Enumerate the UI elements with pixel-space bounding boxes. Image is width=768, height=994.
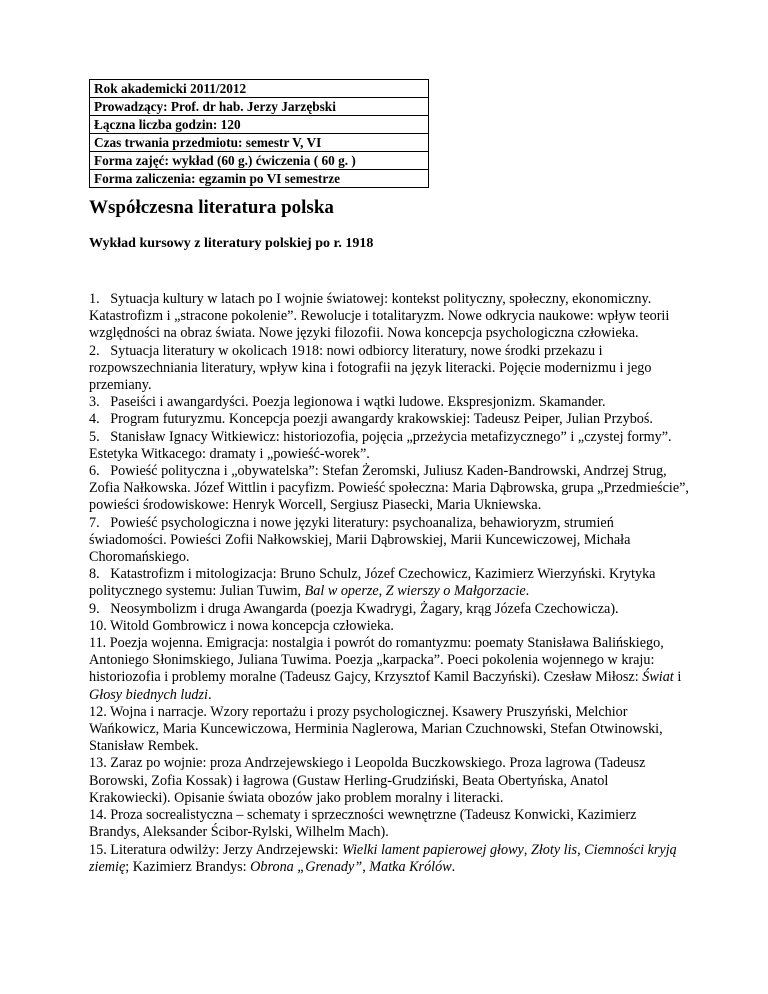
item-text: Neosymbolizm i druga Awangarda (poezja Kwadrygi, Żagary, krąg Józefa Czechowicza). (110, 600, 619, 617)
info-total-hours: Łączna liczba godzin: 120 (90, 116, 429, 134)
list-item (89, 704, 689, 756)
item-number: 2. (89, 342, 100, 359)
work-title: Świat (642, 669, 674, 686)
item-text: Stanisław Ignacy Witkiewicz: historiozofia, pojęcia „przeżycia metafizycznego” i „czystej formy”. Estetyka Witkacego: dramaty i „powieść-worek”. (89, 428, 672, 462)
item-text: Program futuryzmu. Koncepcja poezji awangardy krakowskiej: Tadeusz Peiper, Julian Przyboś. (110, 411, 653, 428)
item-text: Wojna i narracje. Wzory reportażu i prozy psychologicznej. Ksawery Pruszyński, Melchior Wańkowicz, Maria Kuncewiczowa, Herminia Naglerowa, Marian Czuchnowski, Stefan Otwinowski, Stanisław Rembek. (89, 703, 663, 755)
info-row (90, 80, 429, 98)
item-text: Sytuacja kultury w latach po I wojnie światowej: kontekst polityczny, społeczny, ekonomiczny. Katastrofizm i „stracone pokolenie”. Rewolucje i totalitaryzm. Nowe odkrycia naukowe: wpływ teorii względności na obraz świata. Nowe języki filozofii. Nowa koncepcja psychologiczna człowieka. (89, 291, 670, 342)
list-item (89, 394, 689, 411)
item-number: 9. (89, 600, 100, 617)
info-assessment: Forma zaliczenia: egzamin po VI semestrze (90, 170, 429, 188)
work-title: Matka Królów (369, 858, 452, 875)
info-academic-year: Rok akademicki 2011/2012 (90, 80, 429, 98)
list-item: 15. Literatura odwilży: Jerzy Andrzejewski: Wielki lament papierowej głowy, Złoty lis, Ciemności kryją ziemię; Kazimierz Brandys: Obrona „Grenady”, Matka Królów. (89, 841, 677, 875)
item-text: Paseiści i awangardyści. Poezja legionowa i wątki ludowe. Ekspresjonizm. Skamander. (110, 394, 606, 411)
item-number: 14. (89, 807, 107, 824)
list-item (89, 755, 689, 807)
info-row (90, 152, 429, 170)
item-number: 3. (89, 394, 100, 411)
work-title: Obrona „Grenady” (250, 858, 363, 875)
item-number: 10. (89, 617, 107, 634)
list-item (89, 463, 689, 515)
list-item (89, 343, 689, 395)
info-row (90, 98, 429, 116)
item-number: 8. (89, 566, 100, 583)
item-number: 4. (89, 411, 100, 428)
list-item (89, 429, 689, 463)
item-text: Sytuacja literatury w okolicach 1918: nowi odbiorcy literatury, nowe środki przekazu i rozpowszechniania literatury, wpływ kina i fotografii na język literacki. Pojęcie modernizmu i jego przemiany. (89, 342, 652, 394)
list-item (89, 807, 689, 841)
info-class-form: Forma zajęć: wykład (60 g.) ćwiczenia ( 60 g. ) (90, 152, 429, 170)
item-text: Zaraz po wojnie: proza Andrzejewskiego i Leopolda Buczkowskiego. Proza lagrowa (Tadeusz Borowski, Zofia Kossak) i łagrowa (Gustaw Herling-Grudziński, Beata Obertyńska, Anatol Krakowiecki). Opisanie świata obozów jako problem moralny i literacki. (89, 755, 646, 806)
document-subtitle: Wykład kursowy z literatury polskiej po r. 1918 (89, 236, 374, 251)
item-number: 13. (89, 755, 107, 772)
work-title: Złoty lis (530, 841, 578, 858)
info-duration: Czas trwania przedmiotu: semestr V, VI (90, 134, 429, 152)
info-row (90, 116, 429, 134)
work-title: Głosy biednych ludzi (89, 686, 208, 703)
list-item (89, 601, 689, 618)
work-title: Z wierszy o Małgorzacie (385, 583, 526, 600)
item-text: Proza socrealistyczna – schematy i sprzeczności wewnętrzne (Tadeusz Konwicki, Kazimierz Brandys, Aleksander Ścibor-Rylski, Wilhelm Mach). (89, 807, 637, 841)
item-number: 5. (89, 428, 100, 445)
document-title: Współczesna literatura polska (89, 197, 334, 218)
list-item (89, 618, 689, 635)
info-row (90, 134, 429, 152)
item-number: 7. (89, 514, 100, 531)
info-row (90, 170, 429, 188)
list-item (89, 515, 689, 567)
item-text: Powieść psychologiczna i nowe języki literatury: psychoanaliza, behawioryzm, strumień świadomości. Powieści Zofii Nałkowskiej, Marii Dąbrowskiej, Marii Kuncewiczowej, Michała Choromańskiego. (89, 514, 631, 566)
list-item (89, 291, 689, 343)
item-text: Katastrofizm i mitologizacja: Bruno Schulz, Józef Czechowicz, Kazimierz Wierzyński. Krytyka politycznego systemu: Julian Tuwim, (89, 566, 656, 600)
list-item: 8. Katastrofizm i mitologizacja: Bruno Schulz, Józef Czechowicz, Kazimierz Wierzyński. Krytyka politycznego systemu: Julian Tuwim, Bal w operze, Z wierszy o Małgorzacie. (89, 566, 656, 600)
item-number: 1. (89, 291, 100, 307)
info-lecturer: Prowadzący: Prof. dr hab. Jerzy Jarzębski (90, 98, 429, 116)
item-text: Poezja wojenna. Emigracja: nostalgia i powrót do romantyzmu: poematy Stanisława Balińskiego, Antoniego Słonimskiego, Juliana Tuwima. Poezja „karpacka”. Poeci pokolenia wojennego w kraju: historiozofia i problemy moralne (Tadeusz Gajcy, Krzysztof Kamil Baczyński). Czesław Miłosz: (89, 635, 664, 686)
item-number: 12. (89, 703, 107, 720)
work-title: Bal w operze (304, 583, 379, 600)
work-title: Wielki lament papierowej głowy (341, 841, 524, 858)
item-number: 15. (89, 841, 107, 858)
course-info-table (89, 79, 429, 188)
item-text: Literatura odwilży: Jerzy Andrzejewski: (110, 841, 342, 858)
item-text: Powieść polityczna i „obywatelska”: Stefan Żeromski, Juliusz Kaden-Bandrowski, Andrzej Strug, Zofia Nałkowska. Józef Wittlin i pacyfizm. Powieść społeczna: Maria Dąbrowska, grupa „Przedmieście”, powieści środowiskowe: Henryk Worcell, Sergiusz Piasecki, Maria Ukniewska. (89, 463, 689, 514)
item-number: 6. (89, 463, 100, 480)
item-text: Witold Gombrowicz i nowa koncepcja człowieka. (110, 617, 394, 634)
list-item: 11. Poezja wojenna. Emigracja: nostalgia i powrót do romantyzmu: poematy Stanisława Balińskiego, Antoniego Słonimskiego, Juliana Tuwima. Poezja „karpacka”. Poeci pokolenia wojennego w kraju: historiozofia i problemy moralne (Tadeusz Gajcy, Krzysztof Kamil Baczyński). Czesław Miłosz: Świat i Głosy biednych ludzi. (89, 635, 682, 703)
item-number: 11. (89, 635, 107, 652)
work-title: Ciemności kryją ziemię (89, 841, 677, 875)
list-item (89, 411, 689, 428)
syllabus-list (89, 291, 689, 876)
